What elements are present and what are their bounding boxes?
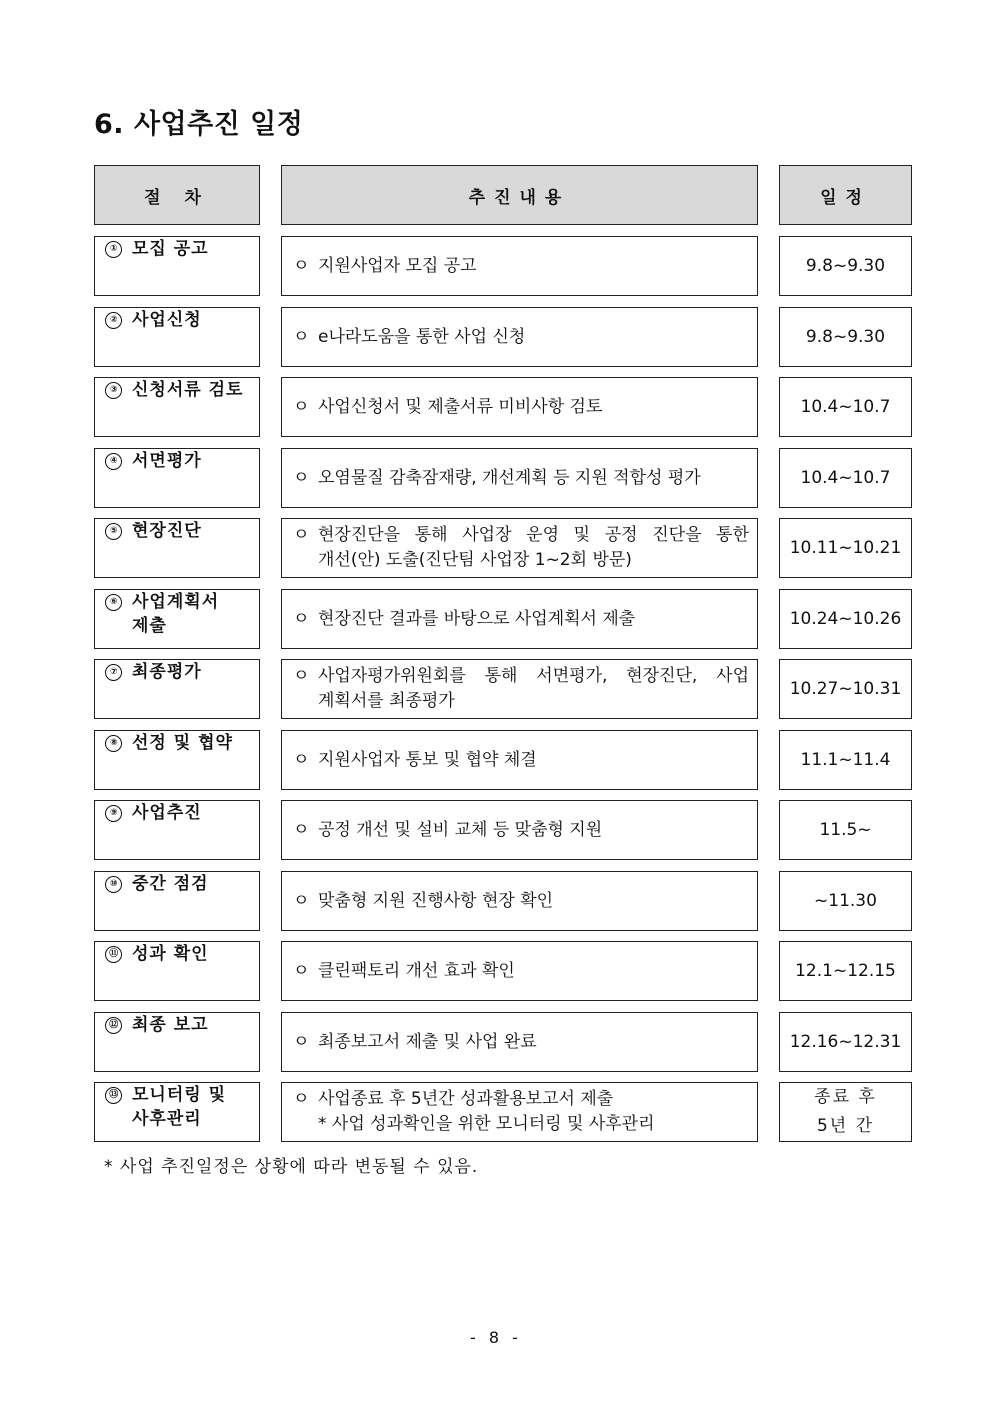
bullet-icon: ㅇ — [293, 890, 310, 911]
content-cell — [281, 1012, 758, 1072]
bullet-icon: ㅇ — [293, 608, 310, 629]
header-content-label: 추진내용 — [468, 187, 571, 208]
step-label: 최종 보고 — [132, 1015, 209, 1035]
content-text: 사업자평가위원회를 통해 서면평가, 현장진단, 사업 — [318, 666, 749, 686]
content-cell — [281, 659, 758, 719]
content-cell — [281, 1082, 758, 1142]
date-text: 11.1~11.4 — [800, 750, 891, 770]
date-text: 10.4~10.7 — [800, 468, 891, 488]
bullet-icon: ㅇ — [293, 467, 310, 488]
step-number: ⑥ — [105, 594, 122, 611]
content-text: e나라도움을 통한 사업 신청 — [318, 326, 526, 347]
date-cell — [779, 236, 912, 296]
date-cell — [779, 448, 912, 508]
step-label: 중간 점검 — [132, 874, 209, 894]
step-cell — [94, 800, 260, 860]
content-text: 지원사업자 모집 공고 — [318, 255, 477, 276]
step-number: ④ — [105, 453, 122, 470]
header-content — [281, 165, 758, 225]
content-cell — [281, 236, 758, 296]
bullet-icon: ㅇ — [293, 396, 310, 417]
step-label-line2: 제출 — [132, 616, 167, 636]
date-text: 12.16~12.31 — [789, 1032, 902, 1052]
content-cell — [281, 518, 758, 578]
content-text: 맞춤형 지원 진행사항 현장 확인 — [318, 890, 554, 911]
step-cell — [94, 518, 260, 578]
page-number: - 8 - — [470, 1328, 522, 1347]
content-text: 최종보고서 제출 및 사업 완료 — [318, 1031, 537, 1052]
step-number: ⑬ — [105, 1087, 122, 1104]
step-cell — [94, 941, 260, 1001]
date-cell — [779, 518, 912, 578]
date-text: 10.4~10.7 — [800, 397, 891, 417]
content-text: 현장진단 결과를 바탕으로 사업계획서 제출 — [318, 608, 636, 629]
step-label: 선정 및 협약 — [132, 733, 233, 753]
date-cell — [779, 1082, 912, 1142]
step-number: ⑤ — [105, 523, 122, 540]
date-cell — [779, 589, 912, 649]
step-label: 모집 공고 — [132, 239, 209, 259]
section-title: 6. 사업추진 일정 — [94, 109, 304, 140]
content-text-line2: 개선(안) 도출(진단팀 사업장 1~2회 방문) — [318, 550, 632, 570]
step-cell — [94, 1082, 260, 1142]
bullet-icon: ㅇ — [293, 326, 310, 347]
step-label: 서면평가 — [132, 451, 202, 471]
content-cell — [281, 941, 758, 1001]
date-text: 10.24~10.26 — [789, 609, 902, 629]
step-cell — [94, 730, 260, 790]
step-number: ① — [105, 241, 122, 258]
step-cell — [94, 1012, 260, 1072]
date-cell — [779, 871, 912, 931]
content-cell — [281, 307, 758, 367]
header-date-label: 일정 — [820, 187, 871, 208]
content-cell — [281, 800, 758, 860]
content-cell — [281, 589, 758, 649]
bullet-icon: ㅇ — [293, 666, 310, 686]
step-number: ⑩ — [105, 876, 122, 893]
date-text: 10.11~10.21 — [789, 538, 902, 558]
header-step — [94, 165, 260, 225]
content-text-line2: * 사업 성과확인을 위한 모니터링 및 사후관리 — [318, 1114, 655, 1134]
step-cell — [94, 659, 260, 719]
bullet-icon: ㅇ — [293, 1089, 310, 1109]
step-cell — [94, 871, 260, 931]
content-text-line2: 계획서를 최종평가 — [318, 691, 455, 711]
date-text: ~11.30 — [814, 891, 877, 911]
step-number: ⑫ — [105, 1017, 122, 1034]
step-number: ⑧ — [105, 735, 122, 752]
step-number: ⑦ — [105, 664, 122, 681]
step-number: ⑪ — [105, 946, 122, 963]
step-number: ⑨ — [105, 805, 122, 822]
date-text: 10.27~10.31 — [789, 679, 902, 699]
step-label: 사업신청 — [132, 310, 202, 330]
step-label: 사업계획서 — [132, 592, 220, 612]
date-cell — [779, 659, 912, 719]
content-text: 지원사업자 통보 및 협약 체결 — [318, 749, 537, 770]
content-cell — [281, 448, 758, 508]
step-label-line2: 사후관리 — [132, 1109, 202, 1129]
header-date — [779, 165, 912, 225]
step-cell — [94, 448, 260, 508]
step-label: 신청서류 검토 — [132, 380, 244, 400]
content-text: 오염물질 감축잠재량, 개선계획 등 지원 적합성 평가 — [318, 467, 701, 488]
date-text-line2: 5년 간 — [816, 1116, 875, 1136]
bullet-icon: ㅇ — [293, 749, 310, 770]
content-text: 현장진단을 통해 사업장 운영 및 공정 진단을 통한 — [318, 525, 749, 545]
date-cell — [779, 800, 912, 860]
content-text: 사업종료 후 5년간 성과활용보고서 제출 — [318, 1089, 614, 1109]
date-cell — [779, 730, 912, 790]
step-cell — [94, 589, 260, 649]
header-step-label: 절 차 — [144, 187, 210, 208]
content-cell — [281, 730, 758, 790]
step-label: 성과 확인 — [132, 944, 209, 964]
content-text: 클린팩토리 개선 효과 확인 — [318, 960, 515, 981]
step-number: ③ — [105, 382, 122, 399]
content-cell — [281, 377, 758, 437]
content-cell — [281, 871, 758, 931]
bullet-icon: ㅇ — [293, 1031, 310, 1052]
step-cell — [94, 236, 260, 296]
step-cell — [94, 307, 260, 367]
date-text: 12.1~12.15 — [795, 961, 896, 981]
footnote: * 사업 추진일정은 상황에 따라 변동될 수 있음. — [104, 1157, 479, 1177]
content-text: 사업신청서 및 제출서류 미비사항 검토 — [318, 396, 603, 417]
bullet-icon: ㅇ — [293, 960, 310, 981]
bullet-icon: ㅇ — [293, 255, 310, 276]
content-text: 공정 개선 및 설비 교체 등 맞춤형 지원 — [318, 819, 603, 840]
step-label: 최종평가 — [132, 662, 202, 682]
bullet-icon: ㅇ — [293, 525, 310, 545]
bullet-icon: ㅇ — [293, 819, 310, 840]
date-text: 11.5~ — [819, 820, 872, 840]
date-text: 9.8~9.30 — [805, 256, 886, 276]
date-text: 종료 후 — [814, 1087, 877, 1107]
date-cell — [779, 377, 912, 437]
date-cell — [779, 1012, 912, 1072]
step-number: ② — [105, 312, 122, 329]
step-cell — [94, 377, 260, 437]
date-text: 9.8~9.30 — [805, 327, 886, 347]
date-cell — [779, 307, 912, 367]
step-label: 사업추진 — [132, 803, 202, 823]
step-label: 모니터링 및 — [132, 1085, 227, 1105]
date-cell — [779, 941, 912, 1001]
step-label: 현장진단 — [132, 521, 202, 541]
